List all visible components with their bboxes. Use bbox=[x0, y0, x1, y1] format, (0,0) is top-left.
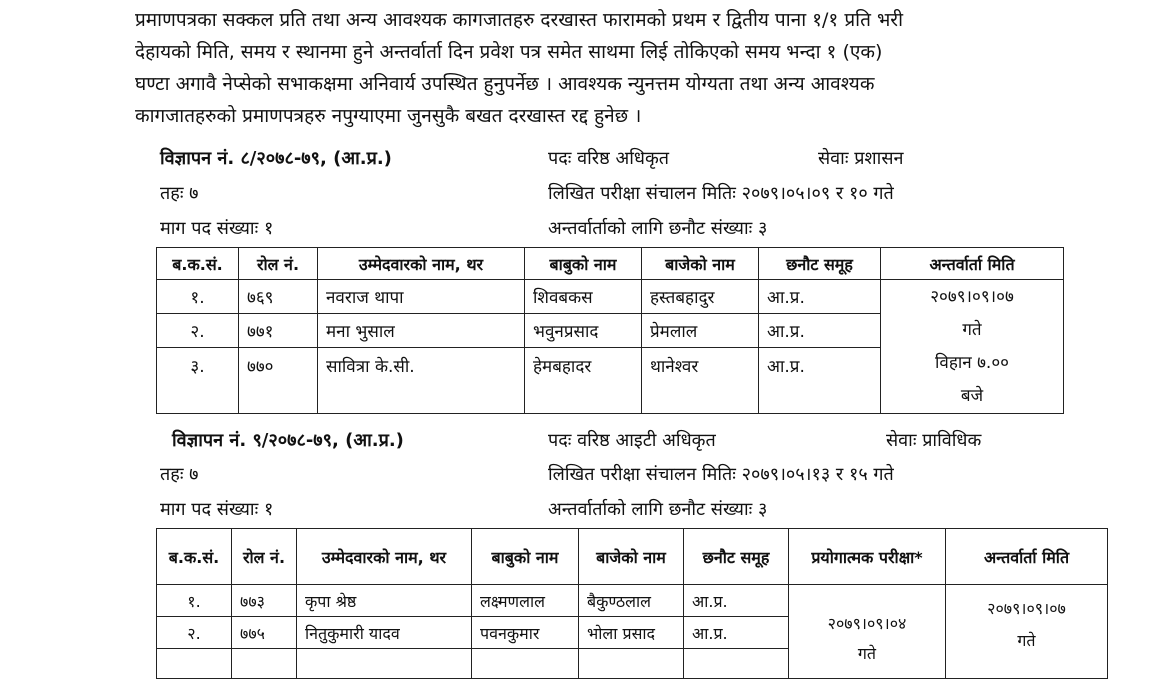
practical-exam-cell bbox=[789, 585, 946, 679]
paragraph-line: देहायको मिति, समय र स्थानमा हुने अन्तर्वार्ता दिन प्रवेश पत्र समेत साथमा लिई तोकिएको समय भन्दा १ (एक) bbox=[135, 41, 883, 63]
interview-date-cell bbox=[946, 585, 1108, 679]
name-cell: नितुकुमारी यादव bbox=[297, 617, 472, 649]
serial-cell: २. bbox=[157, 314, 239, 348]
grandfather-cell: थानेश्वर bbox=[642, 348, 759, 414]
paragraph-line: प्रमाणपत्रका सक्कल प्रति तथा अन्य आवश्यक कागजातहरु दरखास्त फारामको प्रथम र द्वितीय पाना १/१ प्रति भरी bbox=[135, 9, 904, 31]
group-cell: आ.प्र. bbox=[684, 617, 789, 649]
name-cell: मना भुसाल bbox=[318, 314, 525, 348]
ad1-post: पदः वरिष्ठ अधिकृत bbox=[548, 148, 670, 169]
name-cell bbox=[297, 649, 472, 679]
column-header: बाजेको नाम bbox=[642, 248, 759, 280]
interview-date: गते bbox=[1017, 631, 1036, 650]
column-header: ब.क.सं. bbox=[157, 529, 232, 585]
roll-cell: ७६९ bbox=[239, 280, 318, 314]
ad2-post: पदः वरिष्ठ आइटी अधिकृत bbox=[548, 430, 716, 451]
ad1-level: तहः ७ bbox=[160, 183, 199, 204]
interview-date: २०७९।०९।०७ bbox=[987, 599, 1066, 618]
column-header: उम्मेदवारको नाम, थर bbox=[318, 248, 525, 280]
table-row bbox=[157, 280, 1064, 314]
column-header: रोल नं. bbox=[232, 529, 297, 585]
name-cell: नवराज थापा bbox=[318, 280, 525, 314]
ad2-service: सेवाः प्राविधिक bbox=[886, 430, 982, 451]
column-header: ब.क.सं. bbox=[157, 248, 239, 280]
father-cell: भवुनप्रसाद bbox=[525, 314, 642, 348]
roll-cell: ७७३ bbox=[232, 585, 297, 617]
paragraph-line: घण्टा अगावै नेप्सेको सभाकक्षमा अनिवार्य उपस्थित हुनुपर्नेछ । आवश्यक न्युनत्तम योग्यता तथा अन्य आवश्यक bbox=[135, 73, 875, 95]
interview-time: विहान ७.०० bbox=[934, 352, 1010, 373]
column-header: उम्मेदवारको नाम, थर bbox=[297, 529, 472, 585]
serial-cell: १. bbox=[157, 280, 239, 314]
column-header: छनौट समूह bbox=[759, 248, 881, 280]
ad1-number: विज्ञापन नं. ८/२०७८-७९, (आ.प्र.) bbox=[160, 148, 392, 169]
paragraph-line: कागजातहरुको प्रमाणपत्रहरु नपुग्याएमा जुनसुकै बखत दरखास्त रद्द हुनेछ । bbox=[135, 105, 642, 127]
table-header-row bbox=[157, 248, 1064, 280]
ad1-service: सेवाः प्रशासन bbox=[818, 148, 904, 169]
column-header: प्रयोगात्मक परीक्षा* bbox=[789, 529, 946, 585]
ad1-exam-date: लिखित परीक्षा संचालन मितिः २०७९।०५।०९ र १० गते bbox=[548, 183, 894, 204]
father-cell: शिवबकस bbox=[525, 280, 642, 314]
roll-cell: ७७१ bbox=[239, 314, 318, 348]
column-header: अन्तर्वार्ता मिति bbox=[946, 529, 1108, 585]
column-header: छनौट समूह bbox=[684, 529, 789, 585]
ad1-shortlisted: अन्तर्वार्ताको लागि छनौट संख्याः ३ bbox=[548, 218, 768, 239]
column-header: बाजेको नाम bbox=[579, 529, 684, 585]
column-header: अन्तर्वार्ता मिति bbox=[881, 248, 1064, 280]
ad2-table bbox=[156, 528, 1108, 679]
group-cell: आ.प्र. bbox=[759, 314, 881, 348]
grandfather-cell bbox=[579, 649, 684, 679]
grandfather-cell: बैकुण्ठलाल bbox=[579, 585, 684, 617]
column-header: रोल नं. bbox=[239, 248, 318, 280]
practical-exam-date: २०७९।०९।०४ bbox=[827, 614, 907, 633]
serial-cell: ३. bbox=[157, 348, 239, 414]
name-cell: सावित्रा के.सी. bbox=[318, 348, 525, 414]
table-row bbox=[157, 585, 1108, 617]
roll-cell: ७७० bbox=[239, 348, 318, 414]
father-cell bbox=[472, 649, 579, 679]
column-header: बाबुको नाम bbox=[525, 248, 642, 280]
ad2-demand: माग पद संख्याः १ bbox=[160, 499, 274, 520]
ad1-table bbox=[156, 247, 1064, 414]
group-cell: आ.प्र. bbox=[759, 280, 881, 314]
ad2-level: तहः ७ bbox=[160, 464, 199, 485]
ad2-exam-date: लिखित परीक्षा संचालन मितिः २०७९।०५।१३ र १५ गते bbox=[548, 464, 894, 485]
father-cell: लक्ष्मणलाल bbox=[472, 585, 579, 617]
serial-cell: २. bbox=[157, 617, 232, 649]
group-cell: आ.प्र. bbox=[684, 585, 789, 617]
interview-time: बजे bbox=[960, 385, 984, 406]
interview-date-cell bbox=[881, 280, 1064, 414]
ad2-number: विज्ञापन नं. ९/२०७८-७९, (आ.प्र.) bbox=[172, 430, 404, 451]
serial-cell bbox=[157, 649, 232, 679]
grandfather-cell: भोला प्रसाद bbox=[579, 617, 684, 649]
roll-cell bbox=[232, 649, 297, 679]
ad2-shortlisted: अन्तर्वार्ताको लागि छनौट संख्याः ३ bbox=[548, 499, 768, 520]
interview-date: गते bbox=[962, 319, 982, 340]
serial-cell: १. bbox=[157, 585, 232, 617]
father-cell: हेमबहादर bbox=[525, 348, 642, 414]
father-cell: पवनकुमार bbox=[472, 617, 579, 649]
ad1-demand: माग पद संख्याः १ bbox=[160, 218, 274, 239]
interview-date: २०७९।०९।०७ bbox=[930, 286, 1014, 307]
group-cell bbox=[684, 649, 789, 679]
roll-cell: ७७५ bbox=[232, 617, 297, 649]
name-cell: कृपा श्रेष्ठ bbox=[297, 585, 472, 617]
group-cell: आ.प्र. bbox=[759, 348, 881, 414]
notice-paragraph bbox=[135, 4, 1073, 132]
grandfather-cell: हस्तबहादुर bbox=[642, 280, 759, 314]
table-header-row bbox=[157, 529, 1108, 585]
practical-exam-date: गते bbox=[857, 644, 877, 663]
column-header: बाबुको नाम bbox=[472, 529, 579, 585]
grandfather-cell: प्रेमलाल bbox=[642, 314, 759, 348]
